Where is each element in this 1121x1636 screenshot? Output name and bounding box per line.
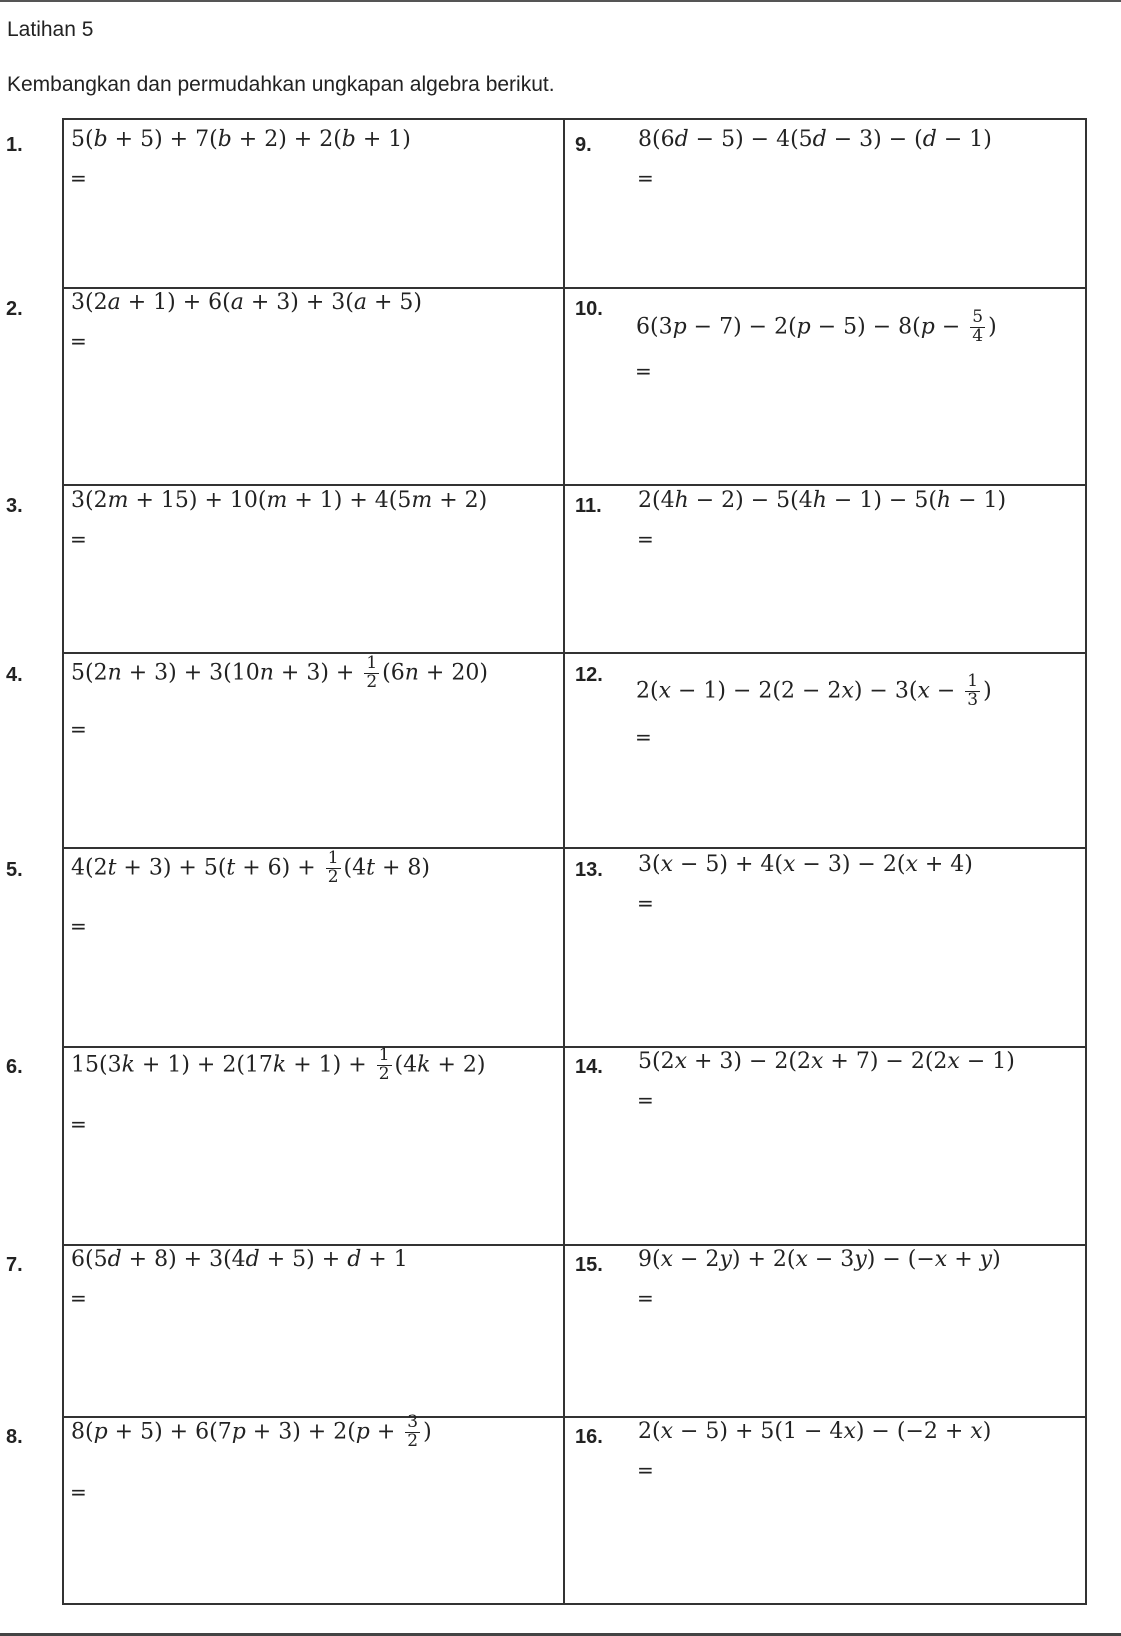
variable: d — [922, 127, 937, 152]
variable: n — [259, 660, 274, 686]
fraction-numerator: 1 — [967, 671, 979, 691]
algebra-expression — [71, 655, 488, 692]
answer-equals-sign: = — [70, 1286, 87, 1310]
fraction — [405, 1414, 420, 1451]
expression-segment: + 5) — [366, 290, 422, 315]
expression-segment: + 1 — [361, 1247, 408, 1272]
variable: t — [366, 855, 375, 881]
variable: t — [226, 855, 236, 881]
variable: x — [934, 1247, 948, 1272]
variable: b — [93, 127, 108, 152]
question-number: 9. — [575, 134, 592, 156]
algebra-expression — [71, 1414, 432, 1451]
question-number: 14. — [575, 1056, 603, 1078]
answer-equals-sign: = — [70, 527, 87, 551]
expression-segment: 8( — [71, 1419, 94, 1445]
fraction-denominator: 4 — [972, 325, 984, 346]
variable: x — [947, 1049, 960, 1074]
variable: y — [719, 1247, 732, 1272]
variable: y — [979, 1247, 993, 1272]
variable: x — [783, 852, 796, 877]
question-number: 15. — [575, 1254, 603, 1276]
variable: a — [107, 290, 121, 315]
expression-segment: + 1) — [355, 127, 411, 152]
answer-equals-sign: = — [637, 1088, 654, 1112]
variable: p — [231, 1419, 246, 1445]
expression-segment: − 2 — [673, 1247, 720, 1272]
expression-segment: 4(2 — [71, 855, 108, 881]
question-number: 16. — [575, 1426, 603, 1448]
expression-segment: 3(2 — [71, 488, 108, 513]
variable: x — [841, 678, 854, 704]
expression-segment: + 20) — [418, 660, 488, 686]
expression-segment: + 5) + 7( — [107, 127, 218, 152]
algebra-expression — [71, 1047, 485, 1084]
fraction-denominator: 2 — [407, 1430, 419, 1451]
fraction-denominator: 2 — [366, 671, 378, 692]
answer-equals-sign: = — [70, 1480, 87, 1504]
answer-equals-sign: = — [637, 527, 654, 551]
algebra-expression — [638, 488, 1006, 513]
expression-segment: (4 — [394, 1052, 418, 1078]
expression-segment: − — [929, 678, 963, 704]
variable: x — [970, 1419, 983, 1444]
algebra-expression — [71, 1247, 408, 1272]
expression-segment: + 3) + — [273, 660, 362, 686]
expression-segment: ) − (− — [866, 1247, 935, 1272]
fraction-numerator: 1 — [378, 1045, 390, 1065]
expression-segment: ) − 3( — [853, 678, 918, 704]
expression-segment: + 8) — [374, 855, 430, 881]
variable: d — [245, 1247, 260, 1272]
fraction — [377, 1047, 392, 1084]
expression-segment: + 2) — [432, 488, 488, 513]
expression-segment: 6(3 — [636, 314, 673, 340]
variable: x — [660, 1419, 674, 1444]
algebra-expression — [71, 290, 422, 315]
algebra-expression — [71, 127, 411, 152]
answer-equals-sign: = — [637, 1286, 654, 1310]
expression-segment: ) + 2( — [731, 1247, 796, 1272]
expression-segment: + 1) + 2(17 — [134, 1052, 273, 1078]
variable: d — [674, 127, 689, 152]
expression-segment: − 5) + 4( — [673, 852, 784, 877]
expression-segment: − 3) − ( — [826, 127, 923, 152]
variable: x — [905, 852, 918, 877]
top-rule — [0, 0, 1121, 2]
variable: x — [917, 678, 930, 704]
algebra-expression — [638, 127, 992, 152]
expression-segment: + 7) − 2(2 — [823, 1049, 948, 1074]
question-number: 8. — [6, 1426, 23, 1448]
fraction — [970, 309, 985, 346]
variable: x — [660, 1247, 674, 1272]
expression-segment: 2(4 — [638, 488, 675, 513]
expression-segment: 3( — [638, 852, 661, 877]
expression-segment: 5(2 — [71, 660, 108, 686]
expression-segment: ) — [423, 1419, 432, 1445]
answer-equals-sign: = — [70, 329, 87, 353]
row-divider — [64, 652, 1085, 654]
answer-equals-sign: = — [70, 717, 87, 741]
fraction-denominator: 2 — [378, 1063, 390, 1084]
expression-segment: − 1) − 2(2 − 2 — [671, 678, 842, 704]
variable: h — [812, 488, 827, 513]
expression-segment: − — [934, 314, 968, 340]
expression-segment: ) − (−2 + — [855, 1419, 971, 1444]
question-number: 6. — [6, 1056, 23, 1078]
variable: p — [355, 1419, 370, 1445]
variable: p — [93, 1419, 108, 1445]
expression-segment: 5(2 — [638, 1049, 675, 1074]
algebra-expression — [638, 1247, 1001, 1272]
expression-segment: (6 — [382, 660, 405, 686]
expression-segment: (4 — [343, 855, 367, 881]
variable: y — [854, 1247, 867, 1272]
expression-segment: + 3) + 3( — [243, 290, 354, 315]
expression-segment: + 4) — [917, 852, 973, 877]
question-number: 4. — [6, 664, 23, 686]
expression-segment: − 5) − 8( — [810, 314, 921, 340]
algebra-expression — [636, 673, 992, 710]
exercise-title: Latihan 5 — [7, 18, 94, 41]
answer-equals-sign: = — [70, 914, 87, 938]
answer-equals-sign: = — [635, 725, 652, 749]
expression-segment: + 3) − 2(2 — [687, 1049, 811, 1074]
expression-segment: + — [369, 1419, 403, 1445]
variable: d — [347, 1247, 362, 1272]
variable: d — [812, 127, 827, 152]
variable: a — [353, 290, 367, 315]
expression-segment: + 2) + 2( — [231, 127, 342, 152]
variable: p — [672, 314, 687, 340]
variable: m — [107, 488, 129, 513]
row-divider — [64, 1244, 1085, 1246]
question-number: 1. — [6, 134, 23, 156]
variable: n — [107, 660, 122, 686]
fraction-numerator: 5 — [972, 307, 984, 327]
variable: x — [795, 1247, 808, 1272]
variable: h — [936, 488, 952, 513]
expression-segment: − 7) − 2( — [686, 314, 797, 340]
answer-equals-sign: = — [70, 1112, 87, 1136]
fraction — [965, 673, 980, 710]
variable: a — [230, 290, 244, 315]
algebra-expression — [636, 309, 997, 346]
question-number: 5. — [6, 859, 23, 881]
question-number: 3. — [6, 495, 23, 517]
expression-segment: − 3 — [807, 1247, 855, 1272]
expression-segment: 2( — [638, 1419, 661, 1444]
expression-segment: − 3) − 2( — [795, 852, 906, 877]
expression-segment: ) — [982, 1419, 992, 1444]
variable: n — [404, 660, 419, 686]
expression-segment: + 6) + — [235, 855, 323, 881]
variable: b — [217, 127, 232, 152]
answer-equals-sign: = — [637, 891, 654, 915]
expression-segment: + 5) + — [259, 1247, 348, 1272]
fraction-numerator: 1 — [327, 848, 339, 868]
expression-segment: ) — [988, 314, 997, 340]
expression-segment: − 2) − 5(4 — [688, 488, 813, 513]
variable: p — [920, 314, 935, 340]
expression-segment: − 1) — [951, 488, 1007, 513]
row-divider — [64, 847, 1085, 849]
variable: k — [417, 1052, 431, 1078]
expression-segment: − 1) − 5( — [826, 488, 937, 513]
variable: x — [660, 852, 674, 877]
expression-segment: 9( — [638, 1247, 661, 1272]
expression-segment: 5( — [71, 127, 94, 152]
expression-segment: ) — [983, 678, 992, 704]
expression-segment: + 2) — [430, 1052, 486, 1078]
instruction-text: Kembangkan dan permudahkan ungkapan algebra berikut. — [7, 73, 555, 96]
expression-segment: − 5) + 5(1 − 4 — [673, 1419, 844, 1444]
expression-segment: − 5) − 4(5 — [688, 127, 813, 152]
expression-segment: + 3) + 3(10 — [121, 660, 260, 686]
expression-segment: + — [947, 1247, 980, 1272]
expression-segment: + 1) + 4(5 — [287, 488, 412, 513]
expression-segment: + 1) + — [286, 1052, 374, 1078]
algebra-expression — [638, 1419, 991, 1444]
expression-segment: + 5) + 6(7 — [107, 1419, 232, 1445]
expression-segment: + 3) + 2( — [245, 1419, 356, 1445]
question-number: 7. — [6, 1254, 23, 1276]
question-number: 13. — [575, 859, 603, 881]
expression-segment: 3(2 — [71, 290, 108, 315]
expression-segment: − 1) — [936, 127, 992, 152]
variable: m — [411, 488, 433, 513]
expression-segment: ) — [992, 1247, 1001, 1272]
question-number: 12. — [575, 664, 603, 686]
expression-segment: + 8) + 3(4 — [121, 1247, 246, 1272]
variable: k — [121, 1052, 135, 1078]
algebra-expression — [71, 850, 430, 887]
variable: p — [796, 314, 811, 340]
fraction-denominator: 2 — [327, 866, 339, 887]
algebra-expression — [638, 852, 973, 877]
question-number: 11. — [575, 495, 602, 517]
row-divider — [64, 484, 1085, 486]
variable: m — [266, 488, 288, 513]
fraction-numerator: 1 — [366, 653, 378, 673]
expression-segment: 15(3 — [71, 1052, 122, 1078]
variable: h — [674, 488, 689, 513]
answer-equals-sign: = — [637, 1458, 654, 1482]
fraction-numerator: 3 — [407, 1412, 419, 1432]
column-divider — [563, 120, 565, 1603]
question-number: 2. — [6, 298, 23, 320]
fraction-denominator: 3 — [967, 689, 979, 710]
expression-segment: − 1) — [959, 1049, 1015, 1074]
variable: x — [811, 1049, 824, 1074]
variable: x — [843, 1419, 856, 1444]
algebra-expression — [71, 488, 487, 513]
answer-equals-sign: = — [70, 166, 87, 190]
answer-equals-sign: = — [637, 166, 654, 190]
expression-segment: + 15) + 10( — [128, 488, 267, 513]
expression-segment: + 3) + 5( — [116, 855, 227, 881]
fraction — [364, 655, 379, 692]
variable: k — [272, 1052, 287, 1078]
expression-segment: 2( — [636, 678, 659, 704]
algebra-expression — [638, 1049, 1015, 1074]
variable: x — [674, 1049, 687, 1074]
expression-segment: + 1) + 6( — [120, 290, 231, 315]
answer-equals-sign: = — [635, 359, 652, 383]
fraction — [326, 850, 341, 887]
row-divider — [64, 287, 1085, 289]
expression-segment: 8(6 — [638, 127, 675, 152]
variable: d — [107, 1247, 122, 1272]
question-number: 10. — [575, 298, 603, 320]
variable: t — [107, 855, 117, 881]
expression-segment: 6(5 — [71, 1247, 108, 1272]
variable: b — [341, 127, 356, 152]
variable: x — [658, 678, 672, 704]
